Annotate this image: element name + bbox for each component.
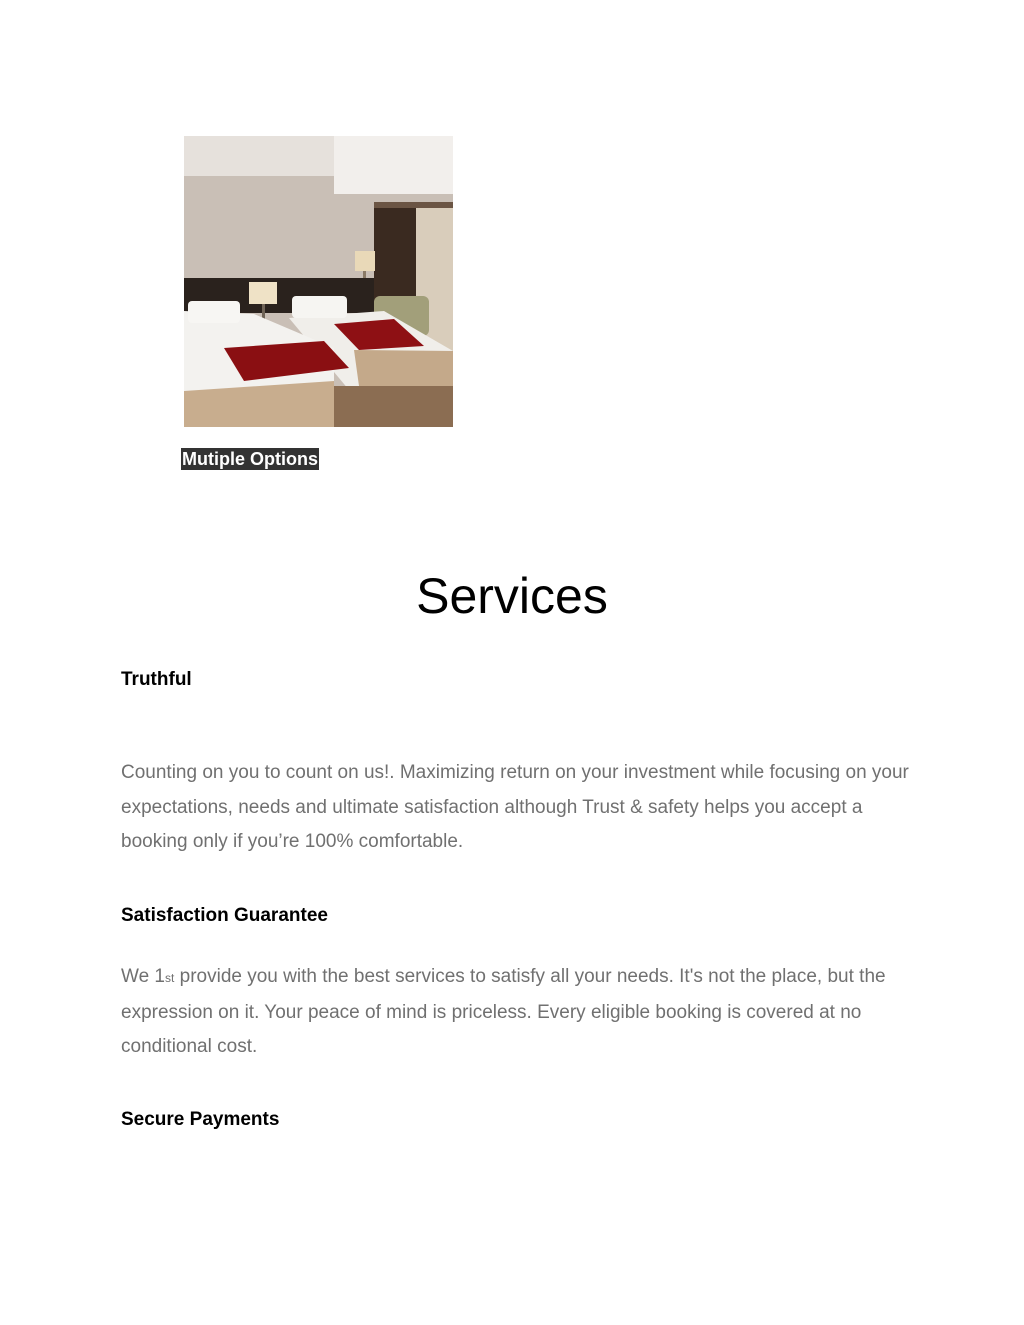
hotel-room-photo [184, 136, 453, 427]
body-text-start: We 1 [121, 966, 166, 987]
section-heading-satisfaction-guarantee: Satisfaction Guarantee [121, 905, 328, 926]
image-caption: Mutiple Options [182, 449, 318, 469]
body-text-rest: provide you with the best services to satisfy all your needs. It's not the place, but the expression on it. Your peace of mind is priceless. Every eligible booking is covered at no conditional cost. [121, 966, 886, 1057]
page-title: Services [416, 568, 608, 624]
section-body-truthful: Counting on you to count on us!. Maximizing return on your investment while focusing on your expectations, needs and ultimate satisfaction although Trust & safety helps you accept a booking only if you’re 100% comfortable. [121, 762, 909, 852]
section-heading-truthful: Truthful [121, 669, 192, 690]
section-heading-secure-payments: Secure Payments [121, 1109, 280, 1130]
section-body-satisfaction-guarantee [121, 960, 911, 1065]
ordinal-suffix: st [165, 971, 175, 985]
